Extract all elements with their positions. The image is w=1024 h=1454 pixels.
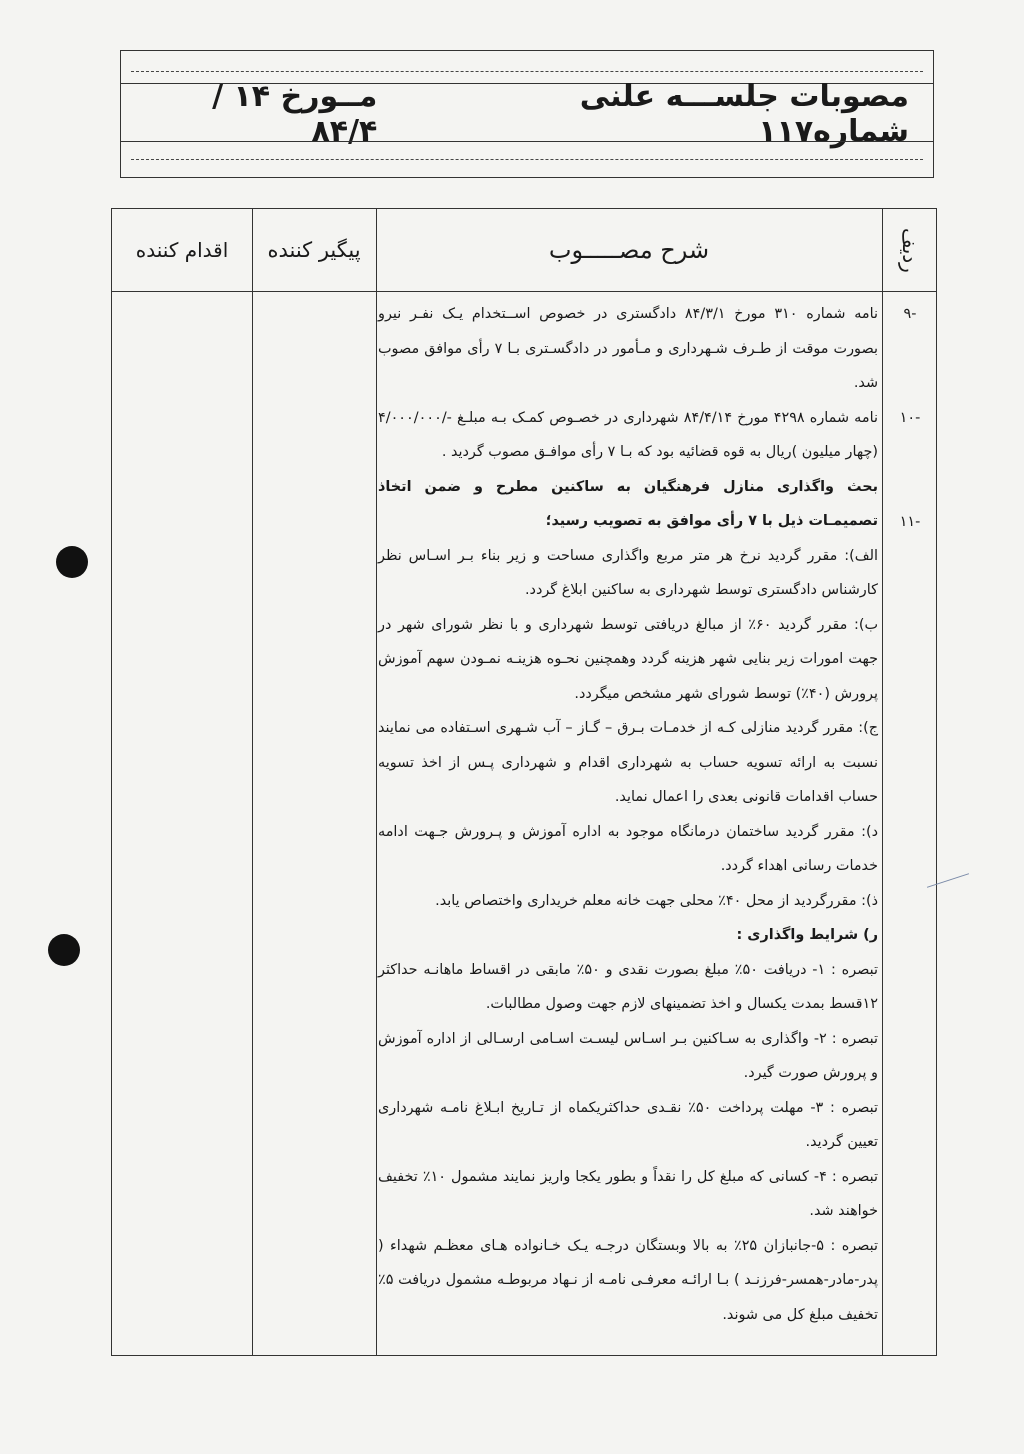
clause-be: ب): مقرر گردید ۶۰٪ از مبالغ دریافتی توسط شهرداری و با نظر شورای شهر در جهت امورات زیر بنایی شهر هزینه گردد وهمچنین نحـوه هزینـه نمـودن سهم آموزش پرورش (۴۰٪) توسط شورای شهر مشخص میگردد. xyxy=(378,616,878,702)
clause-dal: د): مقرر گردید ساختمان درمانگاه موجود به اداره آموزش و پـرورش جـهت ادامه خدمات رسانی اهداء گردد. xyxy=(378,823,878,874)
note-5: تبصره : ۵-جانبازان ۲۵٪ به بالا وبستگان درجـه یـک خـانواده هـای معظـم شهداء ( پدر-مادر-همسر-فرزنـد ) بـا ارائـه معرفـی نامـه از نـهاد مربوطـه مشمول دریافت ۵٪ تخفیف مبلغ کل می شوند. xyxy=(378,1237,879,1323)
resolution-item-9: نامه شماره ۳۱۰ مورخ ۸۴/۳/۱ دادگستری در خصوص اســتخدام یـک نفـر نیرو بصورت موقت از طـرف شـهرداری و مـأمور در دادگسـتری بـا ۷ رأی موافق مصوب شد. xyxy=(378,306,879,391)
header-box xyxy=(120,50,934,178)
resolution-item-11-title: بحث واگذاری منازل فرهنگیان به ساکنین مطرح و ضمن اتخاذ تصمیمـات ذیل با ۷ رأی موافق به تصویب رسید؛ xyxy=(378,478,878,529)
note-1: تبصره : ۱- دریافت ۵۰٪ مبلغ بصورت نقدی و ۵۰٪ مابقی در اقساط ماهانـه حداکثر ۱۲قسط بمدت یکسال و اخذ تضمینهای لازم جهت وصول مطالبات. xyxy=(378,961,878,1012)
dashed-divider xyxy=(131,159,923,160)
column-header-row: ردیف xyxy=(898,227,922,273)
column-divider xyxy=(376,209,377,1355)
punch-hole xyxy=(56,546,88,578)
column-header-actor: اقدام کننده xyxy=(135,238,229,262)
row-number: -۱۰ xyxy=(899,410,921,426)
header-separator xyxy=(112,291,936,292)
row-number: -۱۱ xyxy=(899,514,921,530)
row-number: -۹ xyxy=(903,306,917,322)
session-title: مصوبات جلســـه علنی شماره۱۱۷ xyxy=(579,79,909,149)
clause-alef: الف): مقرر گردید نرخ هر متر مربع واگذاری مساحت و زیر بناء بـر اسـاس نظر کارشناس دادگستری توسط شهرداری به ساکنین ابلاغ گردد. xyxy=(378,547,878,598)
clause-jim: ج): مقرر گردید منازلی کـه از خدمـات بـرق – گـاز – آب شـهری اسـتفاده می نمایند نسبت به ارائه تسویه حساب به شهرداری اقدام و شهرداری پـس از اخذ تسویه حساب اقدامات قانونی بعدی را اعمال نماید. xyxy=(378,720,878,805)
session-date: مــورخ ۱۴ / ۸۴/۴ xyxy=(212,79,378,149)
punch-hole xyxy=(48,934,80,966)
resolution-item-10: نامه شماره ۴۲۹۸ مورخ ۸۴/۴/۱۴ شهرداری در خصـوص کمـک بـه مبلـغ -/۴/۰۰۰/۰۰۰ (چهار میلیون )ریال به قوه قضائیه بود که بـا ۷ رأی موافـق مصوب گردید . xyxy=(378,409,878,460)
resolutions-table xyxy=(111,208,937,1356)
header-title-row xyxy=(145,79,909,149)
note-4: تبصره : ۴- کسانی که مبلغ کل را نقداً و بطور یکجا واریز نمایند مشمول ۱۰٪ تخفیف خواهند شد. xyxy=(378,1168,878,1219)
column-header-follower: پیگیر کننده xyxy=(267,238,361,262)
description-body xyxy=(378,297,878,1332)
column-divider xyxy=(882,209,883,1355)
column-divider xyxy=(252,209,253,1355)
clause-re-title: ر) شرایط واگذاری : xyxy=(736,927,878,943)
dashed-divider xyxy=(131,71,923,72)
column-header-description: شرح مصـــــوب xyxy=(548,236,710,264)
clause-zal: ذ): مقررگردید از محل ۴۰٪ محلی جهت خانه معلم خریداری واختصاص یابد. xyxy=(435,892,878,909)
note-3: تبصره : ۳- مهلت پرداخت ۵۰٪ نقـدی حداکثریکماه از تـاریخ ابـلاغ نامـه شهرداری تعیین گردید. xyxy=(378,1099,878,1150)
header-rule xyxy=(121,141,933,142)
note-2: تبصره : ۲- واگذاری به سـاکنین بـر اسـاس لیسـت اسـامی ارسـالی از اداره آموزش و پرورش صورت گیرد. xyxy=(378,1030,878,1081)
